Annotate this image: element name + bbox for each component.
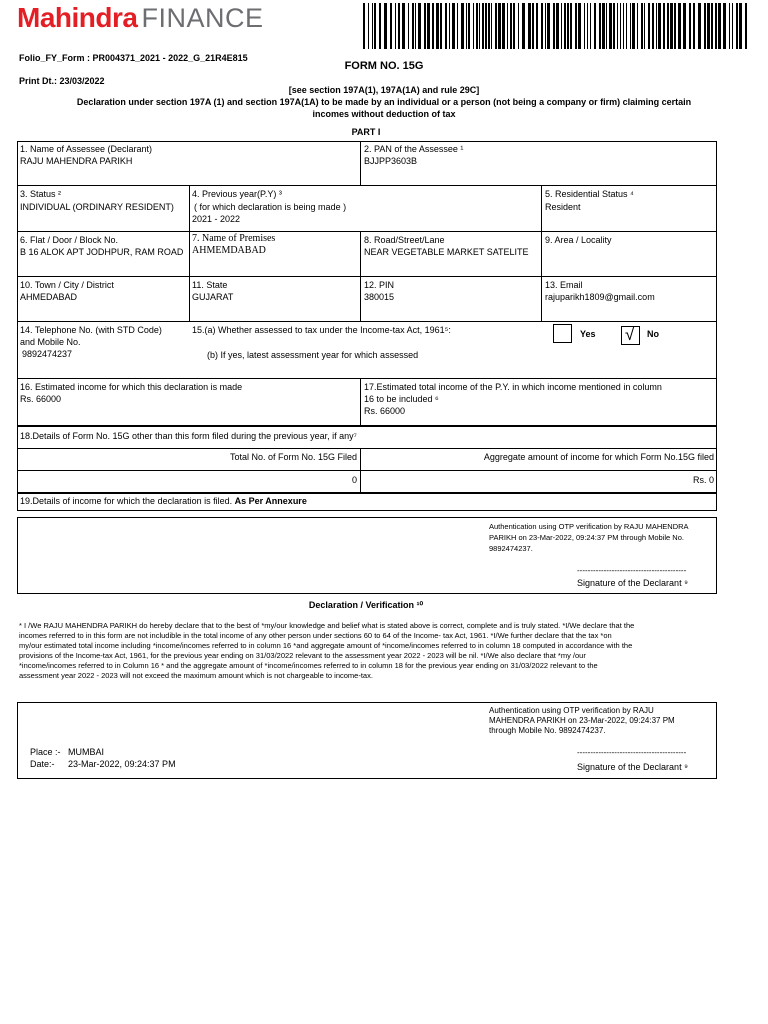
field-3-label: 3. Status ²: [20, 189, 62, 199]
premises-value: AHMEMDABAD: [192, 245, 266, 256]
field-16-label: 16. Estimated income for which this declaration is made: [20, 382, 243, 392]
field-17-label-line2: 16 to be included ⁶: [364, 394, 439, 404]
barcode-bar: [541, 3, 543, 49]
barcode-bar: [427, 3, 430, 49]
barcode-bar: [457, 3, 458, 49]
field-9-label: 9. Area / Locality: [545, 235, 612, 245]
field-19-label: 19.Details of income for which the declaration is filed.: [20, 496, 233, 506]
barcode-bar: [729, 3, 730, 49]
auth-2-line2: MAHENDRA PARIKH on 23-Mar-2022, 09:24:37 PM: [489, 716, 675, 725]
barcode-bar: [436, 3, 439, 49]
barcode-bar: [745, 3, 747, 49]
total-forms-value: 0: [351, 475, 357, 485]
barcode: [363, 3, 748, 49]
barcode-bar: [468, 3, 470, 49]
verification-line: *income/incomes referred to in Column 16 * and the aggregate amount of *income/incomes referred to in column 18 for the previous year ending on 31/03/2022 relevant to the: [19, 661, 598, 670]
barcode-bar: [473, 3, 474, 49]
barcode-bar: [466, 3, 467, 49]
verification-line: my/our estimated total income including *income/incomes referred to in column 16 *and aggregate amount of *income/incomes referred to in column 18 computed in accordance with the: [19, 641, 633, 650]
field-14-label-line2: and Mobile No.: [20, 337, 81, 347]
barcode-bar: [556, 3, 559, 49]
barcode-bar: [445, 3, 447, 49]
barcode-bar: [732, 3, 733, 49]
signature-line-1: -----------------------------------------: [577, 566, 687, 575]
barcode-bar: [532, 3, 534, 49]
barcode-bar: [522, 3, 525, 49]
declaration-heading-line2: incomes without deduction of tax: [312, 109, 456, 119]
barcode-bar: [723, 3, 726, 49]
barcode-bar: [656, 3, 657, 49]
total-forms-header: Total No. of Form No. 15G Filed: [229, 452, 357, 462]
barcode-bar: [384, 3, 387, 49]
barcode-bar: [495, 3, 497, 49]
barcode-bar: [488, 3, 490, 49]
barcode-bar: [418, 3, 421, 49]
state-value: GUJARAT: [192, 292, 234, 302]
email-value: rajuparikh1809@gmail.com: [545, 292, 655, 302]
barcode-bar: [553, 3, 555, 49]
barcode-bar: [613, 3, 615, 49]
field-15a-label: 15.(a) Whether assessed to tax under the Income-tax Act, 1961⁵:: [192, 325, 451, 335]
yes-label: Yes: [580, 329, 596, 339]
barcode-bar: [693, 3, 695, 49]
verification-line: incomes referred to in this form are not includible in the total income of any other person under sections 60 to 64 of the Income- tax Act, 1961. *I/We further declare that the tax *on: [19, 631, 612, 640]
field-2-label: 2. PAN of the Assessee ¹: [364, 144, 464, 154]
field-17-label: 17.Estimated total income of the P.Y. in which income mentioned in column: [364, 382, 662, 392]
barcode-bar: [363, 3, 365, 49]
pan-number: BJJPP3603B: [364, 156, 418, 166]
barcode-bar: [547, 3, 550, 49]
barcode-bar: [736, 3, 738, 49]
barcode-bar: [620, 3, 621, 49]
verification-line: assessment year 2022 - 2023 will not exceed the maximum amount which is not chargeable to income-tax.: [19, 671, 373, 680]
barcode-bar: [630, 3, 631, 49]
check-mark-icon: √: [625, 325, 635, 344]
barcode-bar: [648, 3, 650, 49]
field-19-value: As Per Annexure: [234, 496, 307, 506]
folio-number: Folio_FY_Form : PR004371_2021 - 2022_G_21R4E815: [19, 53, 248, 63]
field-11-label: 11. State: [192, 280, 228, 290]
date-value: 23-Mar-2022, 09:24:37 PM: [68, 759, 176, 769]
telephone-value: 9892474237: [22, 349, 73, 359]
pin-value: 380015: [364, 292, 395, 302]
field-7-label: 7. Name of Premises: [192, 233, 276, 244]
barcode-bar: [602, 3, 605, 49]
barcode-bar: [658, 3, 661, 49]
auth-2-line3: through Mobile No. 9892474237.: [489, 726, 606, 735]
barcode-bar: [644, 3, 645, 49]
barcode-bar: [626, 3, 627, 49]
verification-title: Declaration / Verification ¹⁰: [308, 600, 424, 610]
barcode-bar: [379, 3, 381, 49]
field-13-label: 13. Email: [545, 280, 583, 290]
barcode-bar: [498, 3, 501, 49]
auth-1-line1: Authentication using OTP verification by RAJU MAHENDRA: [489, 522, 689, 531]
total-income-value: Rs. 66000: [364, 406, 406, 416]
status-value: INDIVIDUAL (ORDINARY RESIDENT): [20, 202, 174, 212]
barcode-bar: [663, 3, 665, 49]
barcode-bar: [528, 3, 531, 49]
barcode-bar: [440, 3, 442, 49]
field-14-label: 14. Telephone No. (with STD Code): [20, 325, 162, 335]
barcode-bar: [689, 3, 691, 49]
barcode-bar: [398, 3, 400, 49]
field-4-label: 4. Previous year(P.Y) ³: [192, 189, 282, 199]
barcode-bar: [707, 3, 710, 49]
barcode-bar: [711, 3, 713, 49]
barcode-bar: [637, 3, 638, 49]
barcode-bar: [584, 3, 585, 49]
barcode-bar: [739, 3, 742, 49]
barcode-bar: [704, 3, 706, 49]
barcode-bar: [372, 3, 373, 49]
field-15b-label: (b) If yes, latest assessment year for which assessed: [207, 350, 419, 360]
estimated-income-value: Rs. 66000: [20, 394, 62, 404]
aggregate-amount-value: Rs. 0: [692, 475, 714, 485]
barcode-bar: [590, 3, 591, 49]
previous-year-value: 2021 - 2022: [192, 214, 241, 224]
barcode-bar: [518, 3, 519, 49]
barcode-bar: [606, 3, 607, 49]
road-value: NEAR VEGETABLE MARKET SATELITE: [364, 247, 529, 257]
barcode-bar: [395, 3, 396, 49]
barcode-bar: [617, 3, 618, 49]
field-5-label: 5. Residential Status ⁴: [545, 189, 634, 199]
no-checkbox[interactable]: [621, 326, 640, 345]
field-10-label: 10. Town / City / District: [20, 280, 114, 290]
logo-brand: Mahindra: [17, 2, 138, 33]
barcode-bar: [482, 3, 484, 49]
barcode-bar: [698, 3, 701, 49]
field-6-label: 6. Flat / Door / Block No.: [20, 235, 119, 245]
field-12-label: 12. PIN: [364, 280, 395, 290]
barcode-bar: [561, 3, 562, 49]
field-8-label: 8. Road/Street/Lane: [364, 235, 445, 245]
barcode-bar: [718, 3, 721, 49]
barcode-bar: [670, 3, 673, 49]
barcode-bar: [667, 3, 669, 49]
verification-line: provisions of the Income-tax Act, 1961, for the previous year ending on 31/03/2022 relevant to the assessment year 2022 - 2023 will be nil. *I/We also declare that *my /our: [19, 651, 586, 660]
company-logo: [17, 2, 263, 34]
verification-line: * I /We RAJU MAHENDRA PARIKH do hereby declare that to the best of *my/our knowledge and belief what is stated above is correct, complete and is truly stated. *I/We declare that the: [19, 621, 635, 630]
part-heading: PART I: [351, 127, 381, 137]
barcode-bar: [368, 3, 369, 49]
place-value: MUMBAI: [68, 747, 104, 757]
field-4-sublabel: ( for which declaration is being made ): [194, 202, 347, 212]
barcode-bar: [632, 3, 635, 49]
barcode-bar: [374, 3, 376, 49]
barcode-bar: [715, 3, 717, 49]
barcode-bar: [587, 3, 588, 49]
barcode-bar: [567, 3, 569, 49]
barcode-bar: [652, 3, 654, 49]
barcode-bar: [674, 3, 676, 49]
barcode-bar: [594, 3, 596, 49]
signature-label-1: Signature of the Declarant ⁹: [577, 578, 688, 588]
barcode-bar: [390, 3, 392, 49]
place-label: Place :-: [30, 747, 61, 757]
field-18-label: 18.Details of Form No. 15G other than this form filed during the previous year, if any⁷: [20, 431, 357, 441]
verification-text: [19, 621, 719, 681]
print-date: Print Dt.: 23/03/2022: [19, 76, 105, 86]
barcode-bar: [461, 3, 464, 49]
section-reference: [see section 197A(1), 197A(1A) and rule 29C]: [288, 85, 480, 95]
logo-product: FINANCE: [141, 3, 264, 33]
barcode-bar: [545, 3, 546, 49]
barcode-bar: [578, 3, 581, 49]
barcode-bar: [683, 3, 686, 49]
auth-1-line2: PARIKH on 23-Mar-2022, 09:24:37 PM through Mobile No.: [489, 533, 684, 542]
assessee-name: RAJU MAHENDRA PARIKH: [20, 156, 133, 166]
barcode-bar: [476, 3, 478, 49]
yes-checkbox[interactable]: [553, 324, 572, 343]
barcode-bar: [432, 3, 434, 49]
town-value: AHMEDABAD: [20, 292, 78, 302]
barcode-bar: [564, 3, 566, 49]
barcode-bar: [513, 3, 515, 49]
auth-2-line1: Authentication using OTP verification by RAJU: [489, 706, 654, 715]
signature-label-2: Signature of the Declarant ⁹: [577, 762, 688, 772]
declaration-heading-line1: Declaration under section 197A (1) and section 197A(1A) to be made by an individual or a person (not being a company or firm) claiming certain: [76, 97, 692, 107]
date-label: Date:-: [30, 759, 55, 769]
barcode-bar: [402, 3, 405, 49]
barcode-bar: [641, 3, 643, 49]
barcode-bar: [502, 3, 505, 49]
barcode-bar: [510, 3, 512, 49]
field-1-label: 1. Name of Assessee (Declarant): [20, 144, 153, 154]
barcode-bar: [609, 3, 612, 49]
signature-line-2: -----------------------------------------: [577, 748, 687, 757]
no-label: No: [647, 329, 659, 339]
barcode-bar: [623, 3, 624, 49]
barcode-bar: [424, 3, 426, 49]
form-number: FORM NO. 15G: [344, 60, 424, 72]
barcode-bar: [415, 3, 416, 49]
barcode-bar: [485, 3, 487, 49]
barcode-bar: [599, 3, 601, 49]
barcode-bar: [452, 3, 455, 49]
barcode-bar: [408, 3, 409, 49]
barcode-bar: [479, 3, 480, 49]
barcode-bar: [678, 3, 681, 49]
barcode-bar: [507, 3, 508, 49]
barcode-bar: [536, 3, 538, 49]
flat-value: B 16 ALOK APT JODHPUR, RAM ROAD: [20, 247, 184, 257]
residential-status-value: Resident: [545, 202, 581, 212]
auth-1-line3: 9892474237.: [489, 544, 533, 553]
aggregate-amount-header: Aggregate amount of income for which Form No.15G filed: [483, 452, 714, 462]
barcode-bar: [449, 3, 450, 49]
barcode-bar: [412, 3, 414, 49]
barcode-bar: [575, 3, 577, 49]
barcode-bar: [491, 3, 492, 49]
barcode-bar: [570, 3, 572, 49]
